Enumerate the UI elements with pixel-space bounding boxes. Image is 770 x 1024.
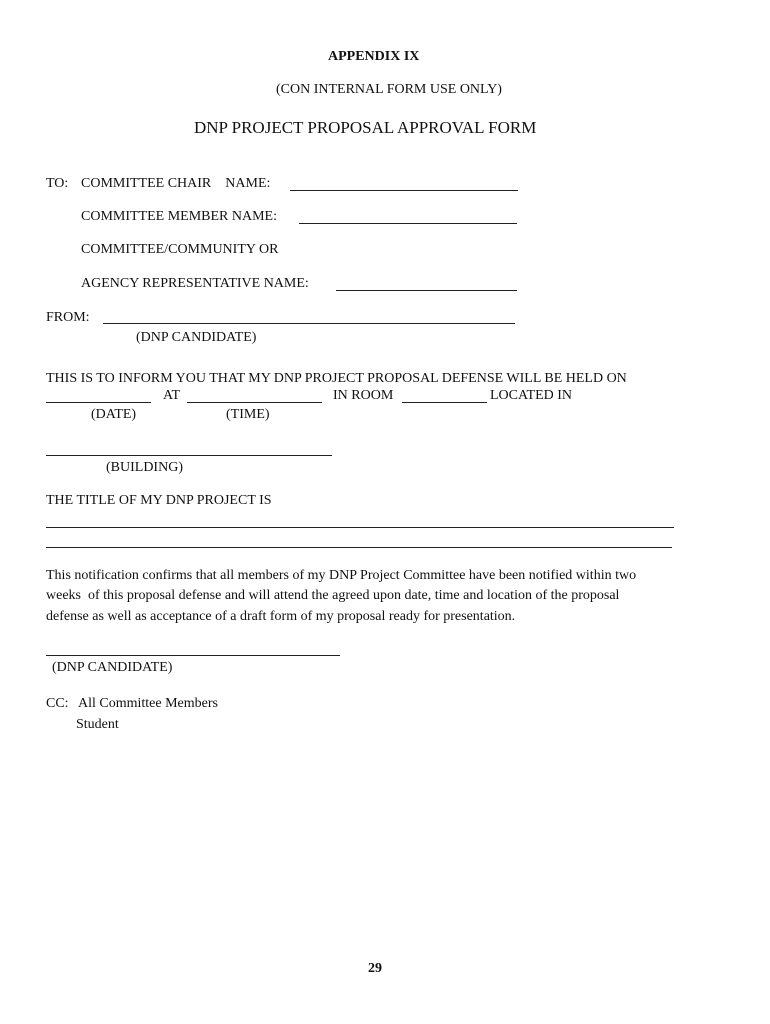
project-title-field-line-1[interactable] xyxy=(46,527,674,528)
from-candidate-caption: (DNP CANDIDATE) xyxy=(136,330,257,345)
committee-member-name-field[interactable] xyxy=(299,223,517,224)
building-field[interactable] xyxy=(46,455,332,456)
notification-line-1: This notification confirms that all members of my DNP Project Committee have been notified within two xyxy=(46,568,637,583)
committee-community-label: COMMITTEE/COMMUNITY OR xyxy=(81,242,279,257)
notification-line-3: defense as well as acceptance of a draft form of my proposal ready for presentation. xyxy=(46,609,516,624)
project-title-field-line-2[interactable] xyxy=(46,547,672,548)
from-label: FROM: xyxy=(46,310,90,325)
internal-use-note: (CON INTERNAL FORM USE ONLY) xyxy=(276,82,502,97)
signature-candidate-caption: (DNP CANDIDATE) xyxy=(52,660,173,675)
in-room-label: IN ROOM xyxy=(333,388,394,403)
cc-recipient-student: Student xyxy=(76,717,119,732)
cc-label: CC: xyxy=(46,696,69,711)
located-in-label: LOCATED IN xyxy=(490,388,573,403)
to-label: TO: xyxy=(46,176,69,191)
date-caption: (DATE) xyxy=(91,407,137,422)
building-caption: (BUILDING) xyxy=(106,460,183,475)
defense-date-field[interactable] xyxy=(46,402,151,403)
appendix-heading: APPENDIX IX xyxy=(328,49,420,64)
committee-member-label: COMMITTEE MEMBER NAME: xyxy=(81,209,277,224)
agency-representative-name-field[interactable] xyxy=(336,290,517,291)
candidate-signature-field[interactable] xyxy=(46,655,340,656)
committee-chair-name-field[interactable] xyxy=(290,190,518,191)
page-number: 29 xyxy=(368,961,382,976)
notification-line-2: weeks of this proposal defense and will attend the agreed upon date, time and location of the proposal xyxy=(46,588,620,603)
defense-statement: THIS IS TO INFORM YOU THAT MY DNP PROJECT PROPOSAL DEFENSE WILL BE HELD ON xyxy=(46,371,627,386)
committee-chair-label: COMMITTEE CHAIR NAME: xyxy=(81,176,271,191)
defense-time-field[interactable] xyxy=(187,402,322,403)
project-title-label: THE TITLE OF MY DNP PROJECT IS xyxy=(46,493,272,508)
at-label: AT xyxy=(163,388,181,403)
from-candidate-field[interactable] xyxy=(103,323,515,324)
form-title: DNP PROJECT PROPOSAL APPROVAL FORM xyxy=(194,118,537,137)
agency-representative-label: AGENCY REPRESENTATIVE NAME: xyxy=(81,276,309,291)
time-caption: (TIME) xyxy=(226,407,270,422)
defense-room-field[interactable] xyxy=(402,402,487,403)
cc-recipient-committee: All Committee Members xyxy=(78,696,218,711)
